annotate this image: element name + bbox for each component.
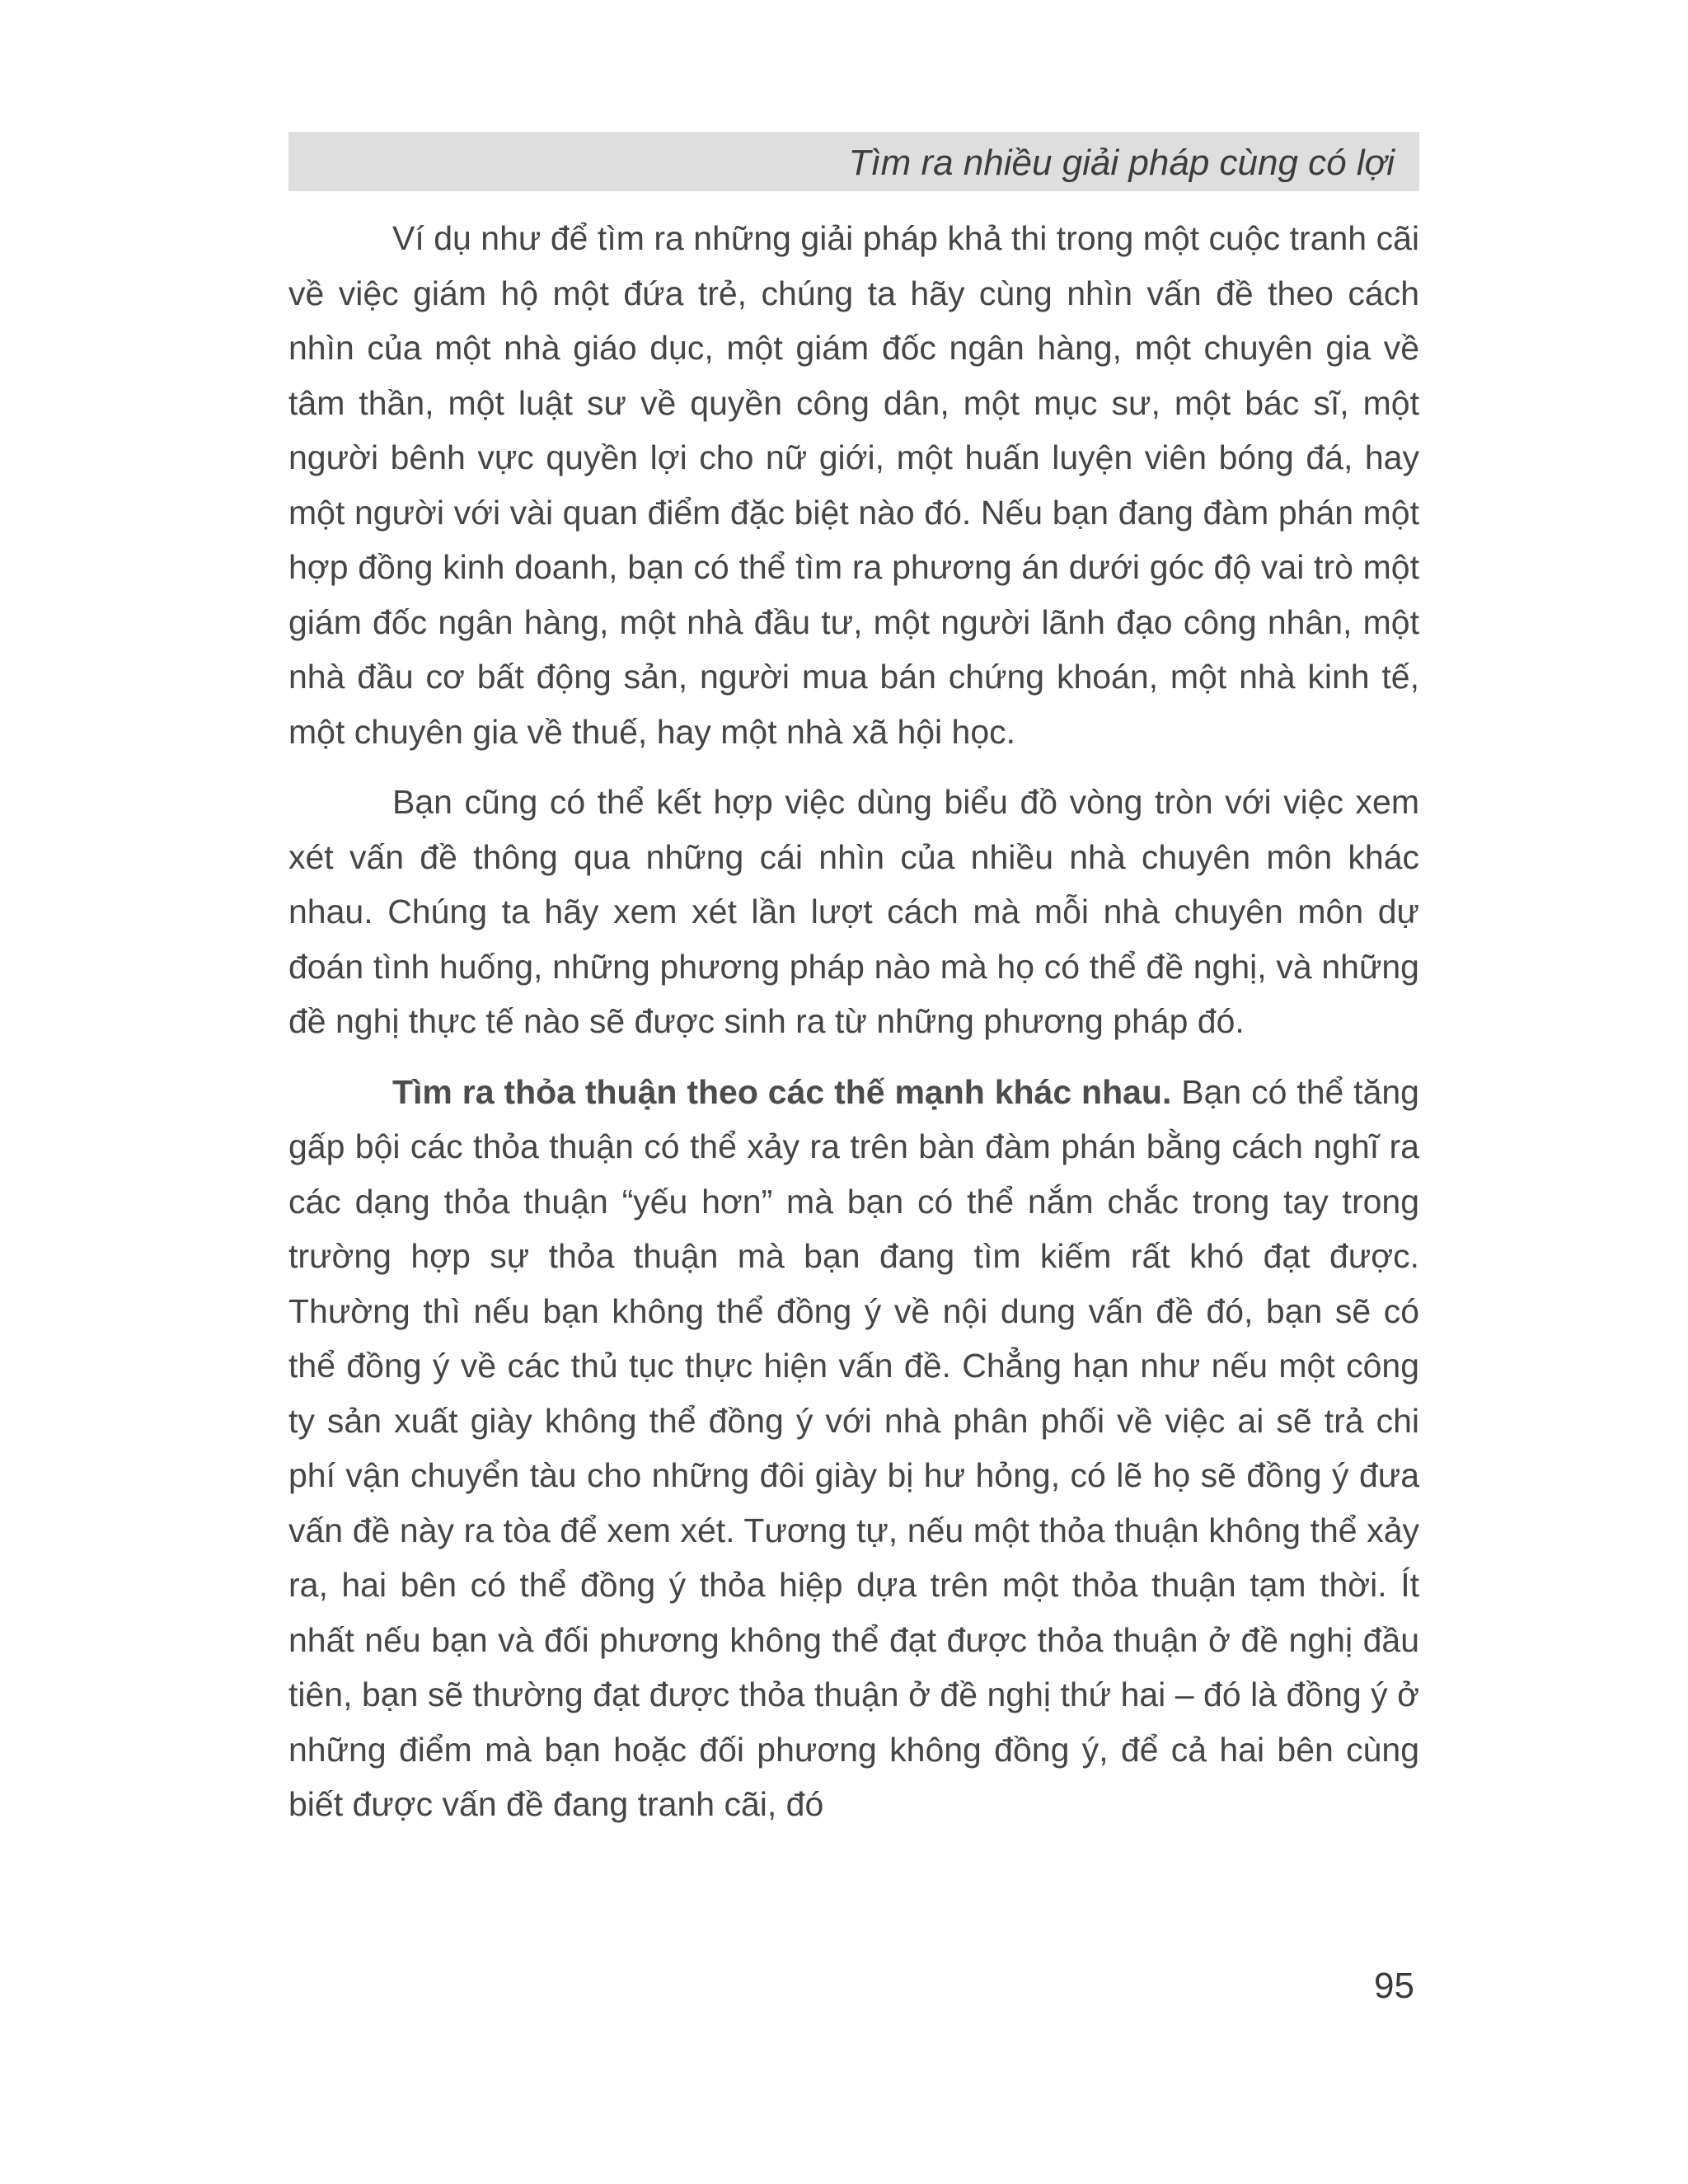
paragraph-1 [288, 211, 1419, 759]
paragraph-2 [288, 775, 1419, 1049]
running-header-bar [288, 132, 1419, 191]
paragraph-2-text: Bạn cũng có thể kết hợp việc dùng biểu đồ vòng tròn với việc xem xét vấn đề thông qua những cái nhìn của nhiều nhà chuyên môn khác nhau. Chúng ta hãy xem xét lần lượt cách mà mỗi nhà chuyên môn dự đoán tình huống, những phương pháp nào mà họ có thể đề nghị, và những đề nghị thực tế nào sẽ được sinh ra từ những phương pháp đó. [288, 783, 1419, 1040]
paragraph-3 [288, 1065, 1419, 1832]
paragraph-3-lead-heading: Tìm ra thỏa thuận theo các thế mạnh khác nhau. [392, 1072, 1172, 1111]
running-header-title: Tìm ra nhiều giải pháp cùng có lợi [848, 143, 1395, 183]
body-text [288, 211, 1419, 1848]
page-number: 95 [1374, 1966, 1414, 2006]
paragraph-1-text: Ví dụ như để tìm ra những giải pháp khả thi trong một cuộc tranh cãi về việc giám hộ một đứa trẻ, chúng ta hãy cùng nhìn vấn đề theo cách nhìn của một nhà giáo dục, một giám đốc ngân hàng, một chuyên gia về tâm thần, một luật sư về quyền công dân, một mục sư, một bác sĩ, một người bênh vực quyền lợi cho nữ giới, một huấn luyện viên bóng đá, hay một người với vài quan điểm đặc biệt nào đó. Nếu bạn đang đàm phán một hợp đồng kinh doanh, bạn có thể tìm ra phương án dưới góc độ vai trò một giám đốc ngân hàng, một nhà đầu tư, một người lãnh đạo công nhân, một nhà đầu cơ bất động sản, người mua bán chứng khoán, một nhà kinh tế, một chuyên gia về thuế, hay một nhà xã hội học. [288, 219, 1419, 751]
paragraph-3-text: Bạn có thể tăng gấp bội các thỏa thuận có thể xảy ra trên bàn đàm phán bằng cách nghĩ ra các dạng thỏa thuận “yếu hơn” mà bạn có thể nắm chắc trong tay trong trường hợp sự thỏa thuận mà bạn đang tìm kiếm rất khó đạt được. Thường thì nếu bạn không thể đồng ý về nội dung vấn đề đó, bạn sẽ có thể đồng ý về các thủ tục thực hiện vấn đề. Chẳng hạn như nếu một công ty sản xuất giày không thể đồng ý với nhà phân phối về việc ai sẽ trả chi phí vận chuyển tàu cho những đôi giày bị hư hỏng, có lẽ họ sẽ đồng ý đưa vấn đề này ra tòa để xem xét. Tương tự, nếu một thỏa thuận không thể xảy ra, hai bên có thể đồng ý thỏa hiệp dựa trên một thỏa thuận tạm thời. Ít nhất nếu bạn và đối phương không thể đạt được thỏa thuận ở đề nghị đầu tiên, bạn sẽ thường đạt được thỏa thuận ở đề nghị thứ hai – đó là đồng ý ở những điểm mà bạn hoặc đối phương không đồng ý, để cả hai bên cùng biết được vấn đề đang tranh cãi, đó [288, 1072, 1419, 1823]
